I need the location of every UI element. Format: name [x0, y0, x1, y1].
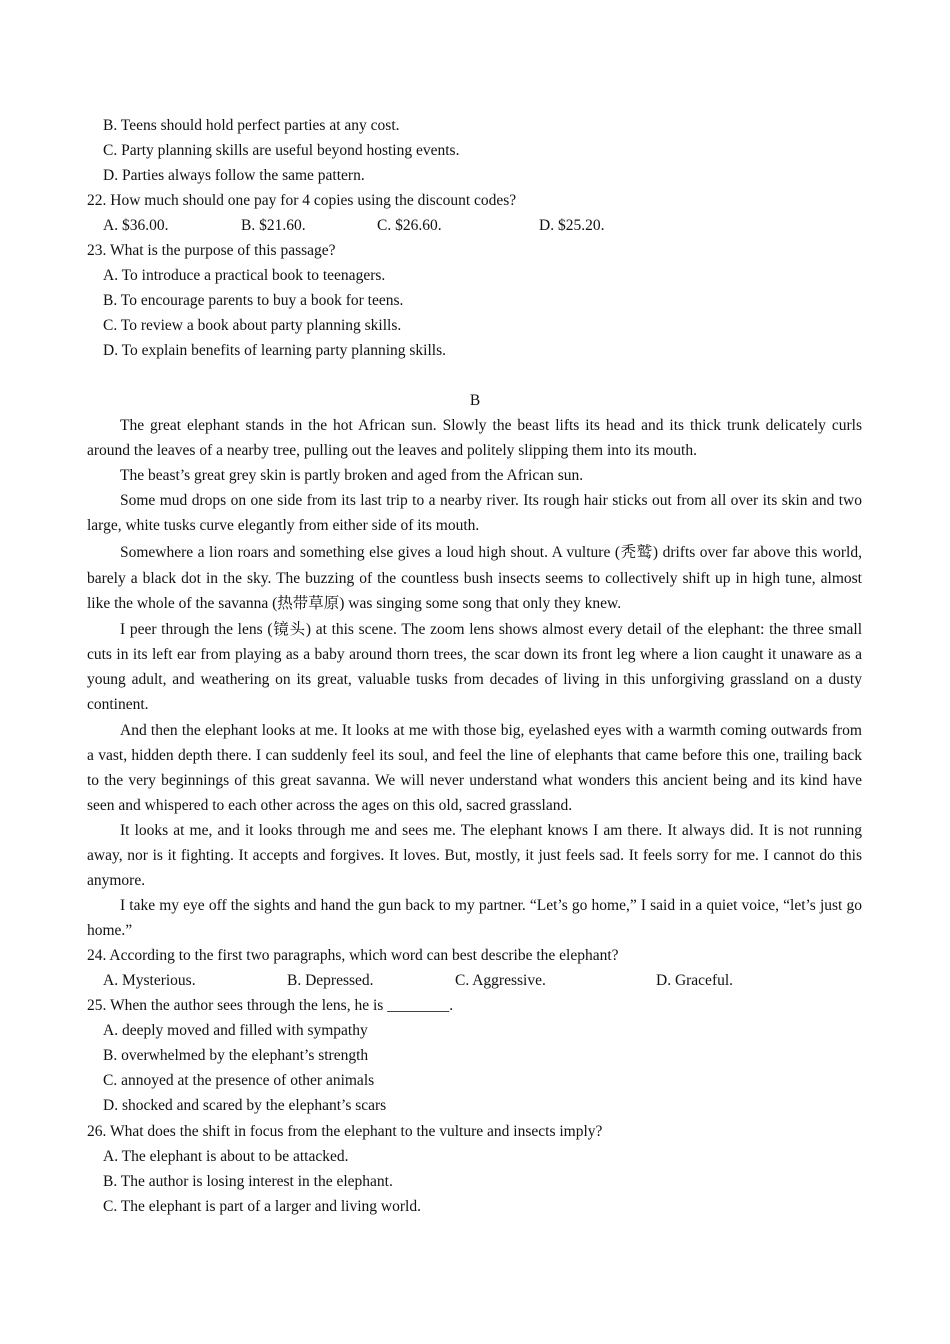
passage-paragraph-4: Somewhere a lion roars and something else gives a loud high shout. A vulture (秃鹫) drifts over far above this world, barely a black dot in the sky. The buzzing of the countless bush insects seems to collectively shift up in high tune, almost like the whole of the savanna (热带草原) was singing some song that only they knew.	[87, 544, 862, 612]
q24-option-b: B. Depressed.	[287, 972, 374, 989]
q23-option-a: A. To introduce a practical book to teenagers.	[103, 267, 386, 284]
q25-answer-blank: ________	[387, 997, 450, 1014]
q21-option-c: C. Party planning skills are useful beyond hosting events.	[103, 142, 460, 159]
passage-paragraph-7: It looks at me, and it looks through me and sees me. The elephant knows I am there. It always did. It is not running away, nor is it fighting. It accepts and forgives. It loves. But, mostly, it just feels sad. It feels sorry for me. I cannot do this anymore.	[87, 822, 862, 889]
passage-paragraph-5: I peer through the lens (镜头) at this scene. The zoom lens shows almost every detail of the elephant: the three small cuts in its left ear from playing as a baby around thorn trees, the scar down its front leg where a lion caught it unaware as a young adult, and weathering on its great, valuable tusks from decades of living in this unforgiving grassland on a dusty continent.	[87, 621, 862, 713]
passage-paragraph-3: Some mud drops on one side from its last trip to a nearby river. Its rough hair sticks out from all over its skin and two large, white tusks curve elegantly from either side of its mouth.	[87, 492, 862, 534]
q25-option-a: A. deeply moved and filled with sympathy	[103, 1022, 368, 1039]
q25-stem-end: .	[449, 997, 454, 1014]
q23-stem: 23. What is the purpose of this passage?	[87, 242, 336, 259]
q24-option-a: A. Mysterious.	[103, 972, 196, 989]
q26-option-a: A. The elephant is about to be attacked.	[103, 1148, 349, 1165]
q22-stem: 22. How much should one pay for 4 copies using the discount codes?	[87, 192, 517, 209]
q22-option-c: C. $26.60.	[377, 217, 442, 234]
q25-option-d: D. shocked and scared by the elephant’s scars	[103, 1097, 387, 1114]
q21-option-d: D. Parties always follow the same pattern.	[103, 167, 365, 184]
q23-option-c: C. To review a book about party planning skills.	[103, 317, 402, 334]
q25-option-c: C. annoyed at the presence of other animals	[103, 1072, 375, 1089]
q26-option-b: B. The author is losing interest in the elephant.	[103, 1173, 393, 1190]
q22-option-b: B. $21.60.	[241, 217, 306, 234]
q23-option-d: D. To explain benefits of learning party planning skills.	[103, 342, 447, 359]
q26-stem: 26. What does the shift in focus from the elephant to the vulture and insects imply?	[87, 1123, 603, 1140]
q25-stem-text: 25. When the author sees through the lens, he is	[87, 997, 388, 1014]
passage-paragraph-1: The great elephant stands in the hot African sun. Slowly the beast lifts its head and its thick trunk delicately curls around the leaves of a nearby tree, pulling out the leaves and politely slipping them into its mouth.	[87, 417, 862, 459]
q25-stem	[87, 993, 453, 1018]
q26-option-c: C. The elephant is part of a larger and living world.	[103, 1198, 421, 1215]
q22-option-d: D. $25.20.	[539, 217, 605, 234]
q23-option-b: B. To encourage parents to buy a book for teens.	[103, 292, 404, 309]
q25-option-b: B. overwhelmed by the elephant’s strength	[103, 1047, 369, 1064]
q24-option-c: C. Aggressive.	[455, 972, 546, 989]
passage-paragraph-8: I take my eye off the sights and hand the gun back to my partner. “Let’s go home,” I said in a quiet voice, “let’s just go home.”	[87, 897, 862, 939]
q24-stem: 24. According to the first two paragraphs, which word can best describe the elephant?	[87, 947, 619, 964]
q21-option-b: B. Teens should hold perfect parties at any cost.	[103, 117, 400, 134]
section-heading: B	[469, 392, 481, 409]
q22-option-a: A. $36.00.	[103, 217, 169, 234]
passage-paragraph-6: And then the elephant looks at me. It looks at me with those big, eyelashed eyes with a warmth coming outwards from a vast, hidden depth there. I can suddenly feel its soul, and feel the line of elephants that came before this one, trailing back to the very beginnings of this great savanna. We will never understand what wonders this ancient being and its kind have seen and whispered to each other across the ages on this old, sacred grassland.	[87, 722, 862, 814]
passage-paragraph-2: The beast’s great grey skin is partly broken and aged from the African sun.	[120, 467, 584, 484]
q24-option-d: D. Graceful.	[656, 972, 734, 989]
